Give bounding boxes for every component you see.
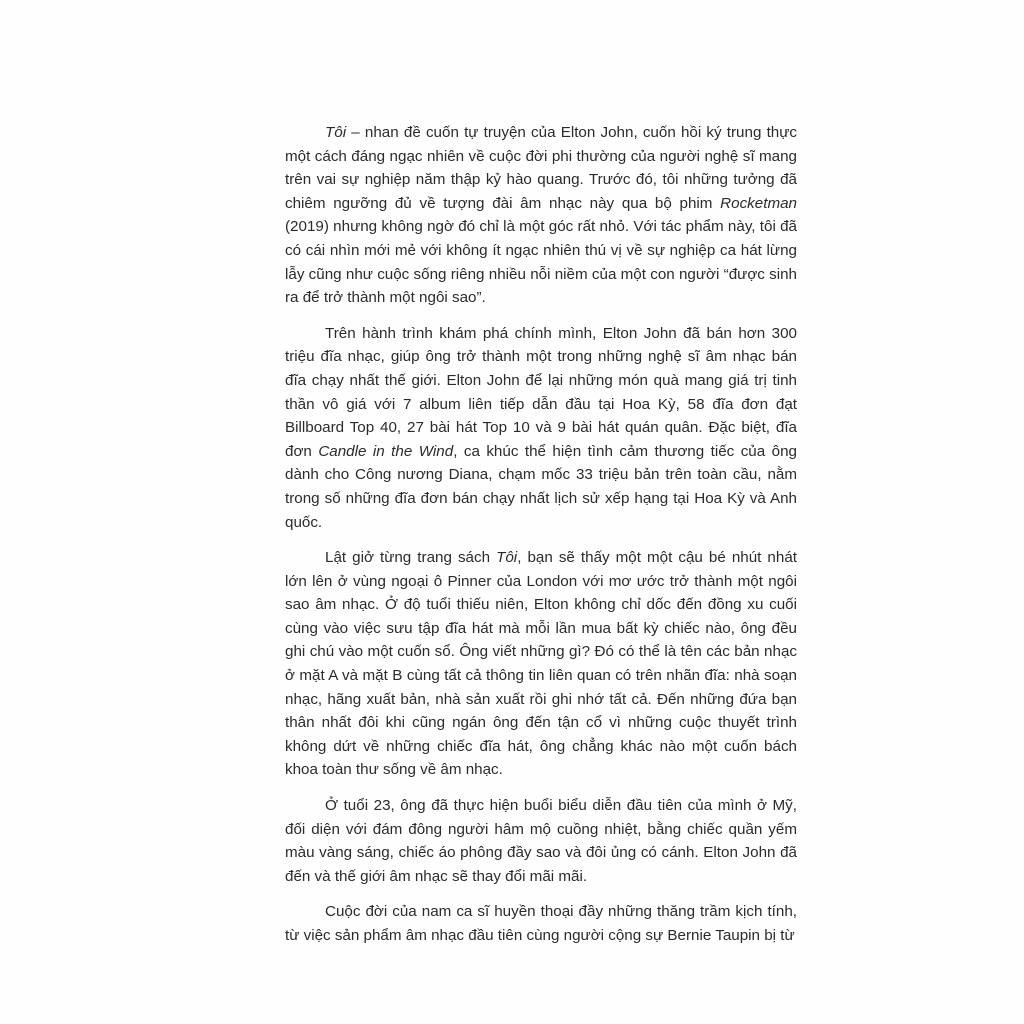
- text-segment: , ca khúc thể hiện tình cảm thương tiếc của ông dành cho Công nương Diana, chạm mốc 33 triệu bản trên toàn cầu, nằm trong số những đĩa đơn bán chạy nhất lịch sử xếp hạng tại Hoa Kỳ và Anh quốc.: [285, 442, 797, 531]
- text-segment: (2019) nhưng không ngờ đó chỉ là một góc rất nhỏ. Với tác phẩm này, tôi đã có cái nhìn mới mẻ với không ít ngạc nhiên thú vị về sự nghiệp ca hát lừng lẫy cũng như cuộc sống riêng nhiều nỗi niềm của một con người “được sinh ra để trở thành một ngôi sao”.: [285, 218, 797, 307]
- text-segment: Trên hành trình khám phá chính mình, Elton John đã bán hơn 300 triệu đĩa nhạc, giúp ông trở thành một trong những nghệ sĩ âm nhạc bán đĩa chạy nhất thế giới. Elton John để lại những món quà mang giá trị tinh thần vô giá với 7 album liên tiếp dẫn đầu tại Hoa Kỳ, 58 đĩa đơn đạt Billboard Top 40, 27 bài hát Top 10 và 9 bài hát quán quân. Đặc biệt, đĩa đơn: [285, 324, 797, 460]
- paragraph-1: [285, 121, 797, 310]
- paragraph-4: [285, 794, 797, 888]
- paragraph-2: [285, 322, 797, 534]
- text-segment: Ở tuổi 23, ông đã thực hiện buổi biểu diễn đầu tiên của mình ở Mỹ, đối diện với đám đông người hâm mộ cuồng nhiệt, bằng chiếc quần yếm màu vàng sáng, chiếc áo phông đầy sao và đôi ủng có cánh. Elton John đã đến và thế giới âm nhạc sẽ thay đổi mãi mãi.: [285, 797, 797, 885]
- book-title-italic: Tôi: [496, 549, 518, 567]
- text-segment: Lật giở từng trang sách: [325, 549, 497, 567]
- text-segment: Cuộc đời của nam ca sĩ huyền thoại đầy những thăng trầm kịch tính, từ việc sản phẩm âm nhạc đầu tiên cùng người cộng sự Bernie Taupin bị từ: [285, 903, 797, 944]
- paragraph-5: [285, 900, 797, 947]
- text-segment: , bạn sẽ thấy một một cậu bé nhút nhát lớn lên ở vùng ngoại ô Pinner của London với mơ ước trở thành một ngôi sao âm nhạc. Ở độ tuổi thiếu niên, Elton không chỉ dốc đến đồng xu cuối cùng vào việc sưu tập đĩa hát mà mỗi lần mua bất kỳ chiếc nào, ông đều ghi chú vào một cuốn sổ. Ông viết những gì? Đó có thể là tên các bản nhạc ở mặt A và mặt B cùng tất cả thông tin liên quan có trên nhãn đĩa: nhà soạn nhạc, hãng xuất bản, nhà sản xuất rồi ghi nhớ tất cả. Đến những đứa bạn thân nhất đôi khi cũng ngán ông đến tận cổ vì những cuộc thuyết trình không dứt về những chiếc đĩa hát, ông chẳng khác nào một cuốn bách khoa toàn thư sống về âm nhạc.: [285, 549, 797, 779]
- song-title-italic: Candle in the Wind: [318, 442, 454, 460]
- paragraph-3: [285, 546, 797, 782]
- film-title-italic: Rocketman: [720, 194, 797, 212]
- text-segment: – nhan đề cuốn tự truyện của Elton John, cuốn hồi ký trung thực một cách đáng ngạc nhiên về cuộc đời phi thường của người nghệ sĩ mang trên vai sự nghiệp năm thập kỷ hào quang. Trước đó, tôi những tưởng đã chiêm ngưỡng đủ về tượng đài âm nhạc này qua bộ phim: [285, 124, 797, 212]
- body-text: [285, 121, 797, 960]
- book-title-italic: Tôi: [325, 124, 347, 141]
